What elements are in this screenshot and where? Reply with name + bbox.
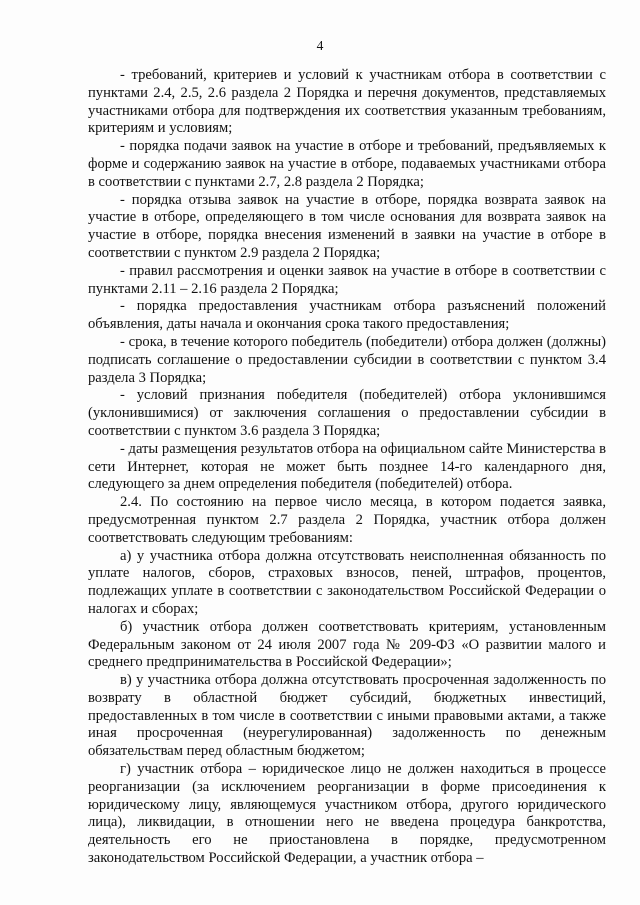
- document-body: [88, 67, 606, 868]
- paragraph-item-v: в) у участника отбора должна отсутствовать просроченная задолженность по возврату в областной бюджет субсидий, бюджетных инвестиций, предоставленных в том числе в соответствии с иными правовыми актами, а также иная просроченная (неурегулированная) задолженность по денежным обязательствам перед областным бюджетом;: [88, 672, 606, 760]
- paragraph-requirements-criteria: - требований, критериев и условий к участникам отбора в соответствии с пунктами 2.4, 2.5, 2.6 раздела 2 Порядка и перечня документов, представляемых участниками отбора для подтверждения их соответствия указанным требованиям, критериям и условиям;: [88, 67, 606, 137]
- paragraph-results-publication: - даты размещения результатов отбора на официальном сайте Министерства в сети Интернет, которая не может быть позднее 14-го календарного дня, следующего за днем определения победителя (победителей) отбора.: [88, 440, 606, 493]
- paragraph-application-withdrawal: - порядка отзыва заявок на участие в отборе, порядка возврата заявок на участие в отборе, определяющего в том числе основания для возврата заявок на участие в отборе, порядка внесения изменений в заявки на участие в отборе в соответствии с пунктом 2.9 раздела 2 Порядка;: [88, 191, 606, 261]
- paragraph-evasion-conditions: - условий признания победителя (победителей) отбора уклонившимся (уклонившимися) от заключения соглашения о предоставлении субсидии в соответствии с пунктом 3.6 раздела 3 Порядка;: [88, 387, 606, 439]
- paragraph-item-g: г) участник отбора – юридическое лицо не должен находиться в процессе реорганизации (за исключением реорганизации в форме присоединения к юридическому лицу, являющемуся участником отбора, другого юридического лица), ликвидации, в отношении него не введена процедура банкротства, деятельность его не приостановлена в порядке, предусмотренном законодательством Российской Федерации, а участник отбора –: [88, 761, 606, 867]
- page-number: 4: [316, 38, 324, 53]
- paragraph-application-submission: - порядка подачи заявок на участие в отборе и требований, предъявляемых к форме и содержанию заявок на участие в отборе, подаваемых участниками отбора в соответствии с пунктами 2.7, 2.8 раздела 2 Порядка;: [88, 138, 606, 190]
- paragraph-section-2-4: 2.4. По состоянию на первое число месяца, в котором подается заявка, предусмотренная пунктом 2.7 раздела 2 Порядка, участник отбора должен соответствовать следующим требованиям:: [88, 494, 606, 546]
- paragraph-item-b: б) участник отбора должен соответствовать критериям, установленным Федеральным законом от 24 июля 2007 года № 209-ФЗ «О развитии малого и среднего предпринимательства в Российской Федерации»;: [88, 618, 606, 671]
- paragraph-clarifications: - порядка предоставления участникам отбора разъяснений положений объявления, даты начала и окончания срока такого предоставления;: [88, 298, 606, 333]
- paragraph-agreement-deadline: - срока, в течение которого победитель (победители) отбора должен (должны) подписать соглашение о предоставлении субсидии в соответствии с пунктом 3.4 раздела 3 Порядка;: [88, 333, 606, 386]
- paragraph-item-a: а) у участника отбора должна отсутствовать неисполненная обязанность по уплате налогов, сборов, страховых взносов, пеней, штрафов, процентов, подлежащих уплате в соответствии с законодательством Российской Федерации о налогах и сборах;: [88, 547, 606, 617]
- paragraph-review-rules: - правил рассмотрения и оценки заявок на участие в отборе в соответствии с пунктами 2.11 – 2.16 раздела 2 Порядка;: [88, 262, 606, 297]
